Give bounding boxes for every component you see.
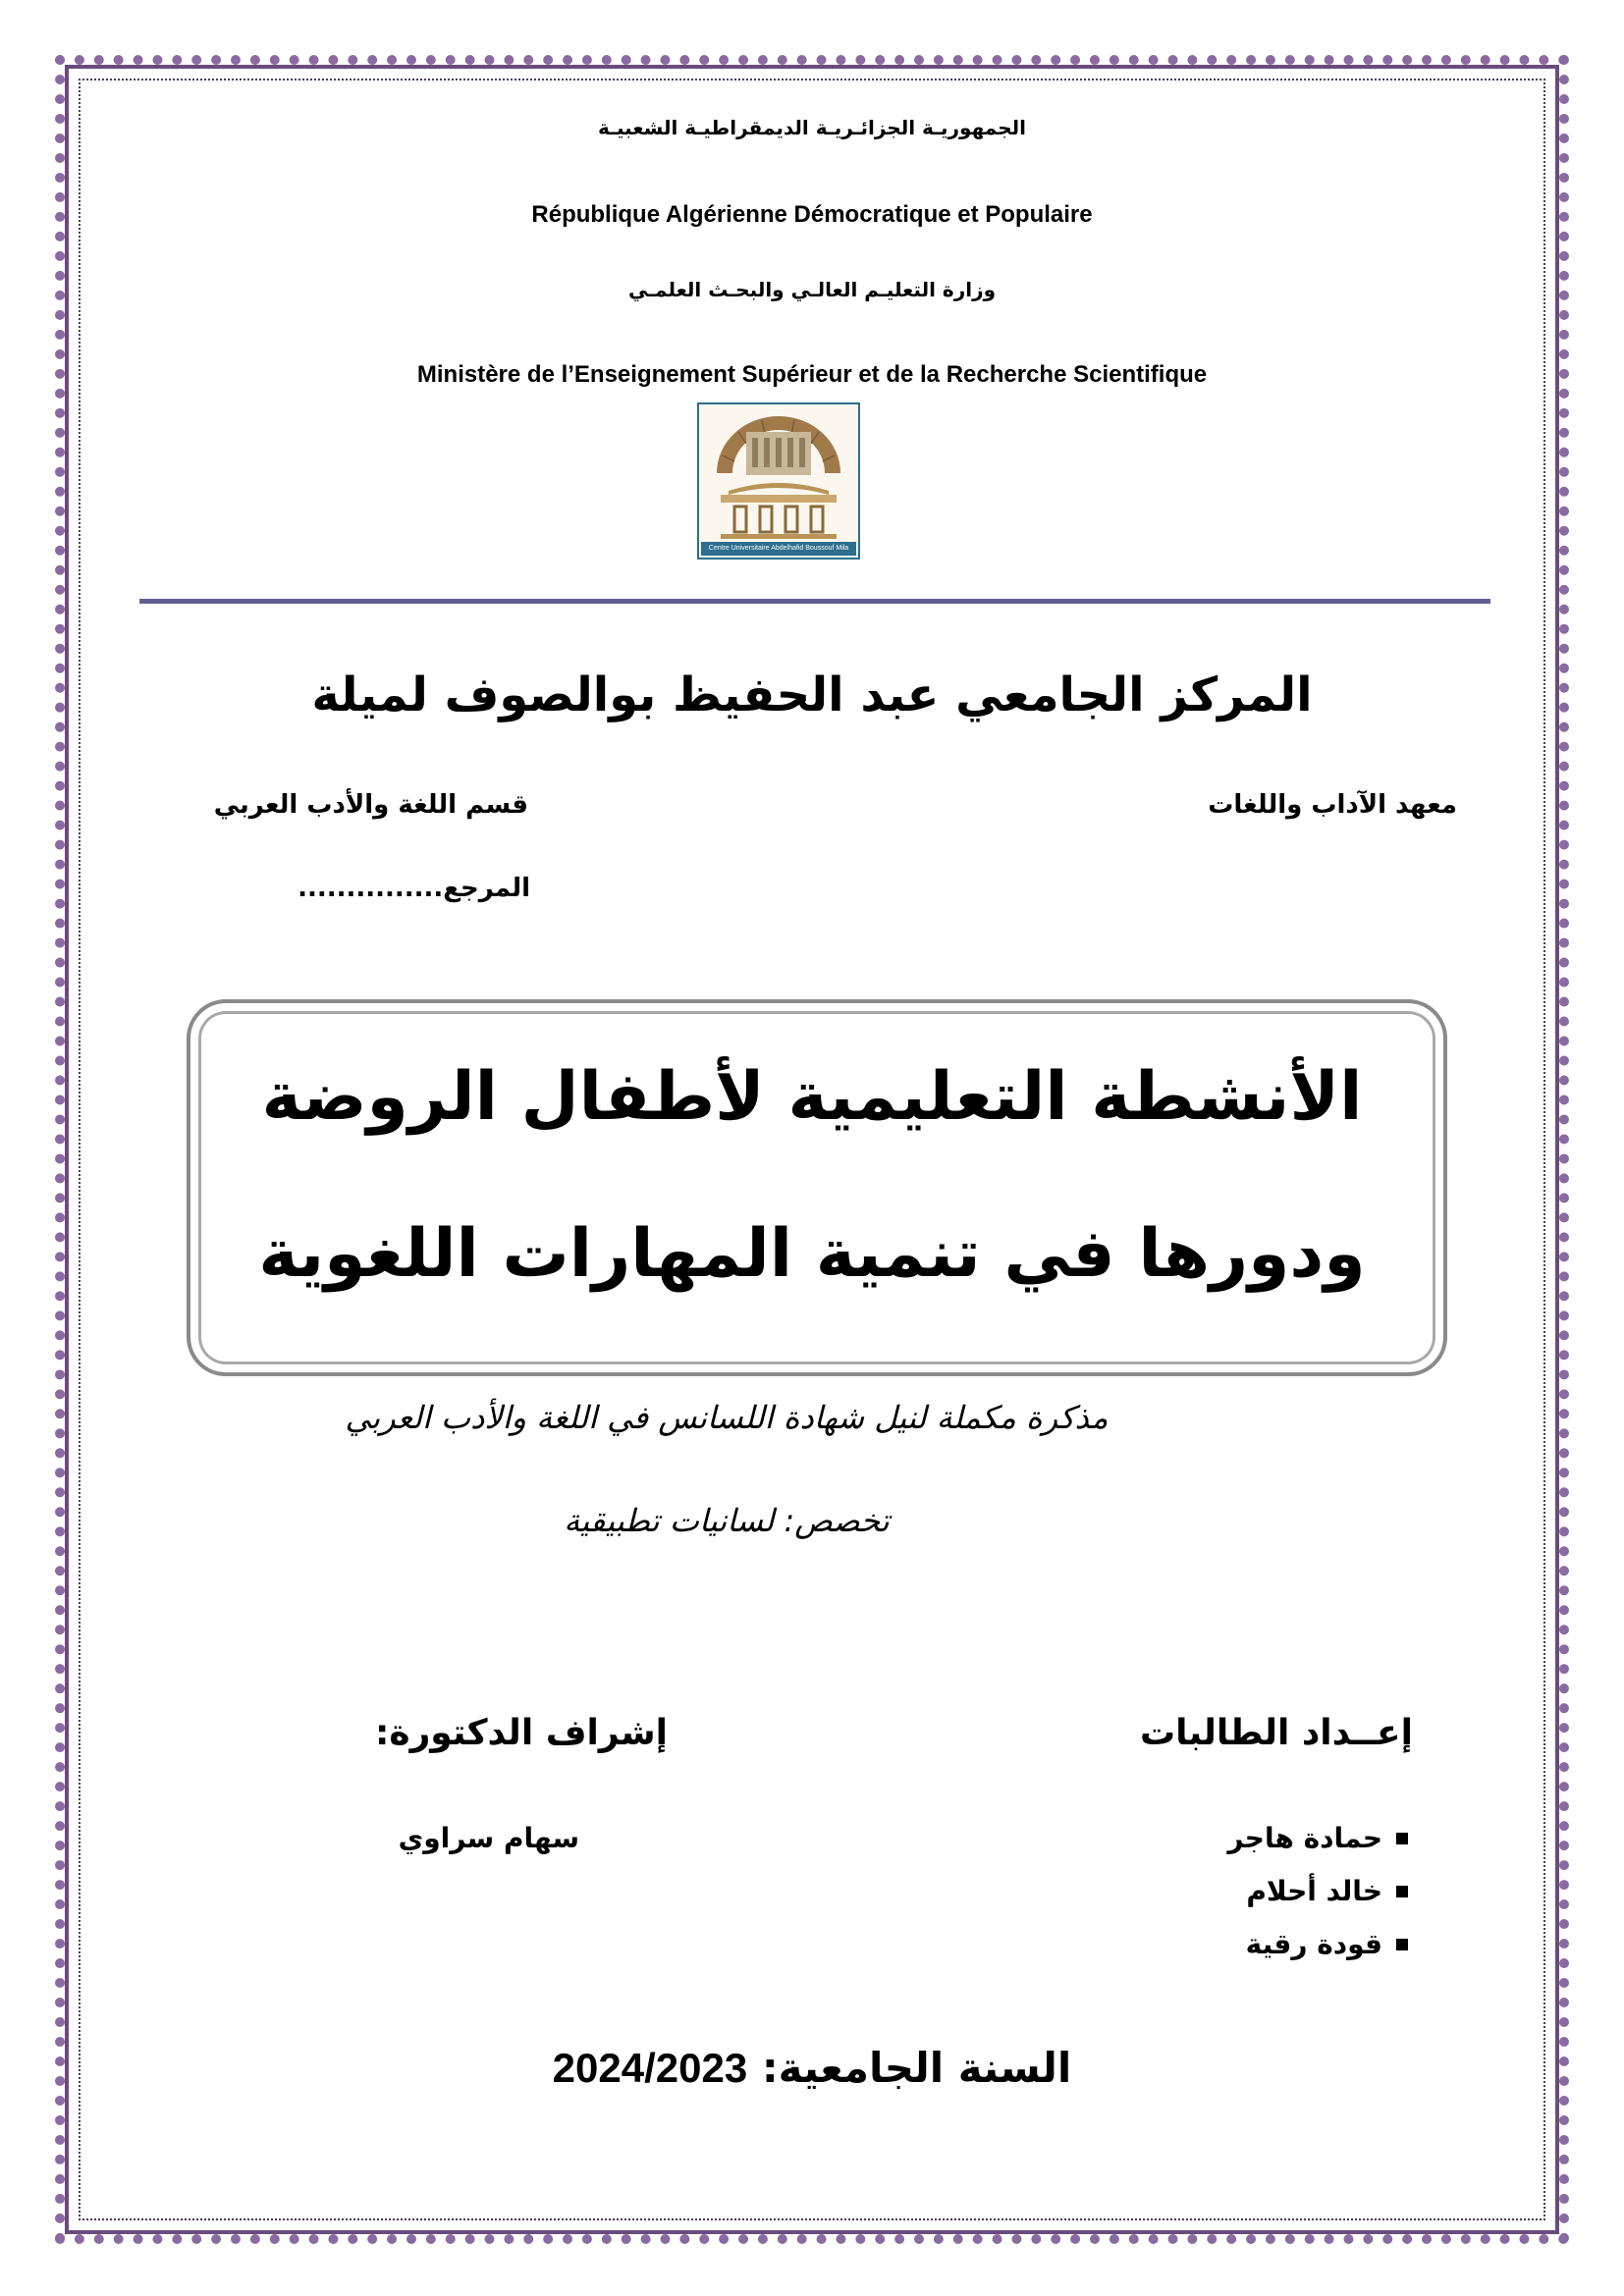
student-name: قودة رقية [1245,1928,1382,1960]
ministry-fr: Ministère de l’Enseignement Supérieur et de la Recherche Scientifique [416,361,1208,388]
bullet-icon [1396,1886,1408,1897]
institute-name: معهد الآداب واللغات [1208,790,1457,820]
student-name: خالد أحلام [1246,1875,1382,1907]
prepared-by-heading: إعــداد الطالبات [1139,1713,1413,1753]
memo-description: مذكرة مكملة لنيل شهادة اللسانس في اللغة والأدب العربي [345,1399,1109,1436]
republic-fr: République Algérienne Démocratique et Populaire [531,201,1093,228]
university-name: المركز الجامعي عبد الحفيظ بوالصوف لميلة [311,667,1313,722]
thesis-title-line2: ودورها في تنمية المهارات اللغوية [258,1215,1366,1293]
university-logo [697,402,860,560]
logo-caption: Centre Universitaire Abdelhafid Boussouf Mila [701,542,856,556]
bullet-icon [1396,1833,1408,1844]
university-logo-graphic [699,404,858,558]
academic-year [0,2044,1624,2092]
thesis-title-line1: الأنشطة التعليمية لأطفال الروضة [261,1058,1363,1136]
specialty: تخصص: لسانيات تطبيقية [564,1502,890,1539]
supervisor-name: سهام سراوي [398,1822,579,1854]
department-name: قسم اللغة والأدب العربي [213,790,528,820]
student-item [1246,1928,1408,1960]
title-box [187,999,1447,1376]
bullet-icon [1396,1939,1408,1950]
student-name: حمادة هاجر [1227,1822,1382,1854]
ministry-ar: وزارة التعليـم العالـي والبحـث العلمـي [627,278,997,301]
academic-year-value: 2024/2023 [552,2045,748,2091]
student-item [1227,1822,1408,1854]
reference-field: المرجع............... [298,874,530,903]
header-divider [139,599,1490,604]
student-item [1246,1875,1408,1907]
supervised-by-heading: إشراف الدكتورة: [374,1713,668,1753]
republic-ar: الجمهوريـة الجزائـريـة الديمقراطيـة الشعبيـة [598,116,1026,139]
academic-year-label: السنة الجامعية: [761,2044,1072,2092]
